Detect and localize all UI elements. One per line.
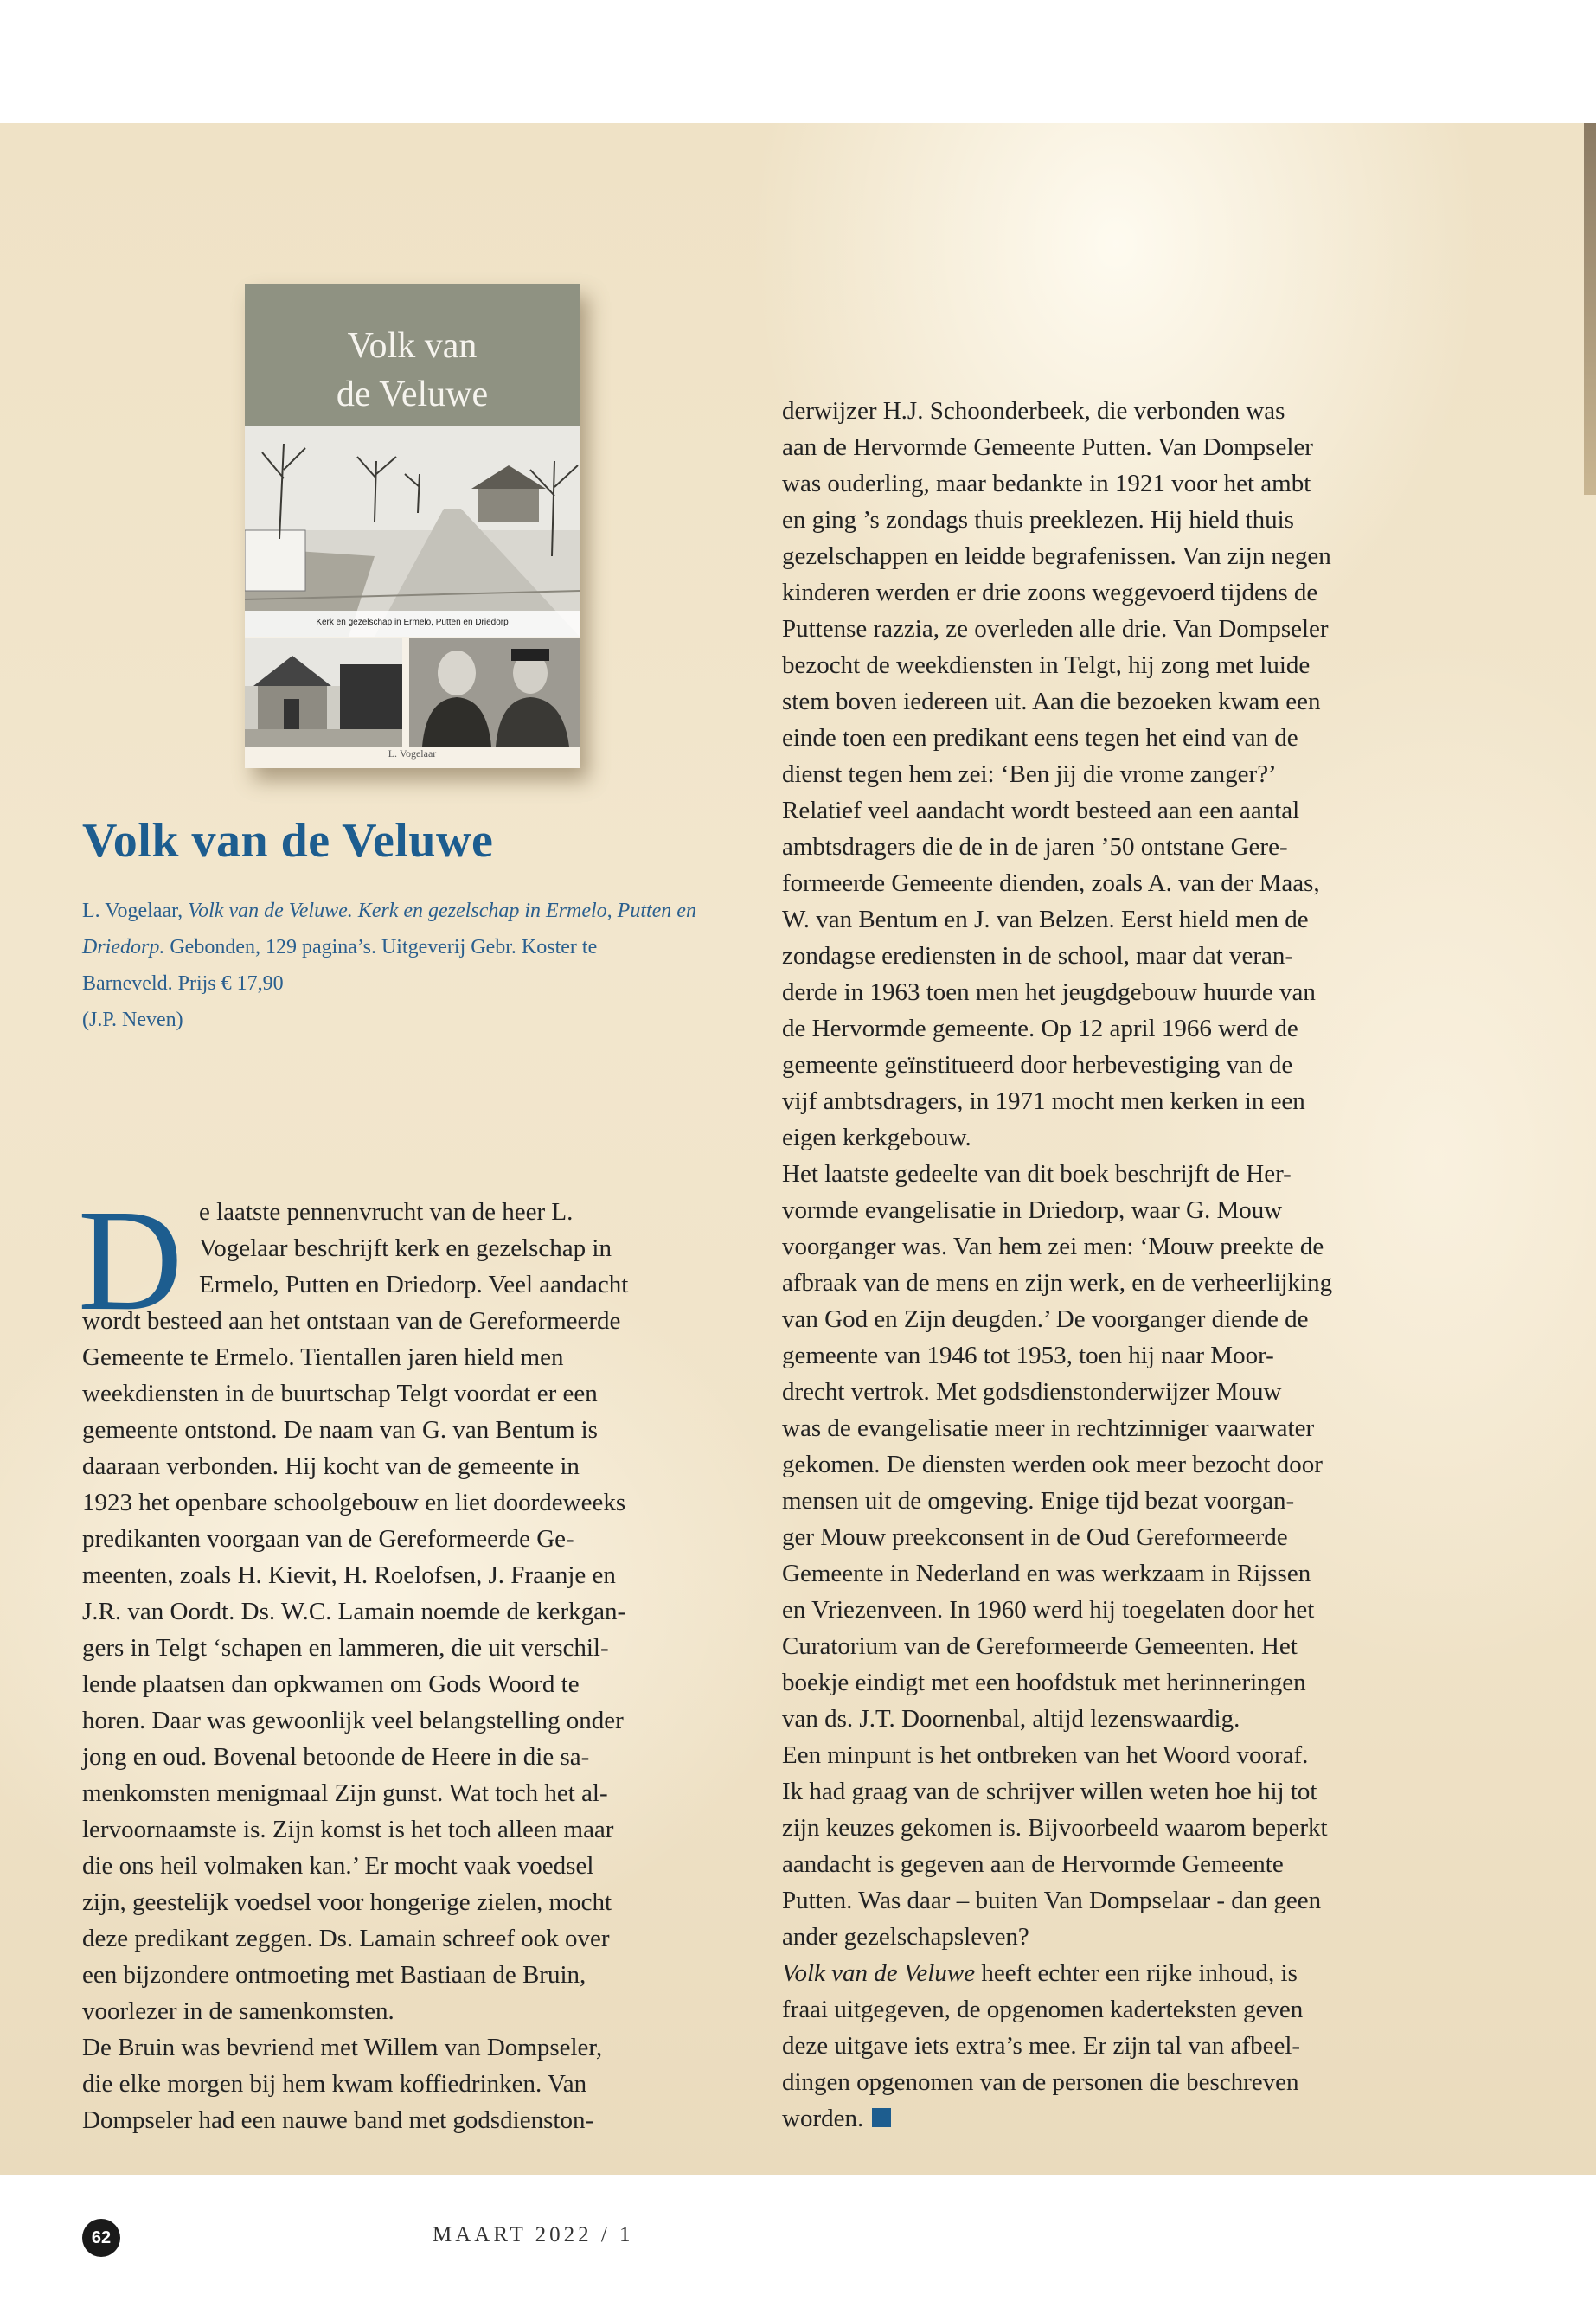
book-details-line2: Barneveld. Prijs € 17,90 [82, 972, 284, 995]
body-line: weekdiensten in de buurtschap Telgt voordat er een [82, 1380, 598, 1407]
body-line: ander gezelschapsleven? [782, 1923, 1029, 1951]
body-line: formeerde Gemeente dienden, zoals A. van der Maas, [782, 869, 1320, 897]
body-line: lende plaatsen dan opkwamen om Gods Woord te [82, 1670, 580, 1698]
body-line: die elke morgen bij hem kwam koffiedrinken. Van [82, 2070, 587, 2098]
page-edge-shadow [1584, 123, 1596, 495]
body-line: afbraak van de mens en zijn werk, en de verheerlijking [782, 1269, 1333, 1297]
body-line: dienst tegen hem zei: ‘Ben jij die vrome zanger?’ [782, 760, 1277, 788]
closing-book-title: Volk van de Veluwe [782, 1959, 976, 1987]
body-line: was ouderling, maar bedankte in 1921 voor het ambt [782, 470, 1311, 497]
cover-subtitle: Kerk en gezelschap in Ermelo, Putten en Driedorp [316, 618, 509, 627]
body-line: bezocht de weekdiensten in Telgt, hij zong met luide [782, 651, 1311, 679]
body-column-left [82, 1194, 748, 2138]
body-line: Vogelaar beschrijft kerk en gezelschap in [199, 1234, 612, 1262]
book-details-text: Gebonden, 129 pagina’s. Uitgeverij Gebr. Koster te [170, 936, 598, 958]
body-line: Het laatste gedeelte van dit boek beschrijft de Her- [782, 1160, 1292, 1188]
body-line: zondagse erediensten in de school, maar dat veran- [782, 942, 1294, 970]
cover-photo-portrait [409, 638, 580, 747]
body-line: Curatorium van de Gereformeerde Gemeenten. Het [782, 1632, 1298, 1660]
body-line: Puttense razzia, ze overleden alle drie. Van Dompseler [782, 615, 1329, 643]
body-column-right [782, 393, 1457, 2137]
cover-author: L. Vogelaar [388, 747, 437, 760]
magazine-page [0, 123, 1596, 2247]
body-line: ger Mouw preekconsent in de Oud Gereformeerde [782, 1523, 1288, 1551]
body-line: gemeente van 1946 tot 1953, toen hij naar Moor- [782, 1342, 1274, 1369]
body-line: en Vriezenveen. In 1960 werd hij toegelaten door het [782, 1596, 1315, 1624]
body-line: daaraan verbonden. Hij kocht van de gemeente in [82, 1452, 580, 1480]
body-line: lervoornaamste is. Zijn komst is het toch alleen maar [82, 1816, 614, 1843]
body-line: was de evangelisatie meer in rechtzinniger vaarwater [782, 1414, 1315, 1442]
cover-photo-road [245, 426, 580, 637]
cover-title-line1: Volk van [347, 326, 478, 366]
book-details-line1 [82, 893, 740, 965]
body-line: voorlezer in de samenkomsten. [82, 1997, 394, 2025]
body-line: stem boven iedereen uit. Aan die bezoeken kwam een [782, 688, 1321, 715]
body-line: aan de Hervormde Gemeente Putten. Van Dompseler [782, 433, 1313, 461]
body-line: mensen uit de omgeving. Enige tijd bezat voorgan- [782, 1487, 1295, 1515]
body-line: ambtsdragers die de in de jaren ’50 ontstane Gere- [782, 833, 1288, 861]
page-number: 62 [82, 2219, 120, 2257]
reviewer: (J.P. Neven) [82, 1009, 183, 1031]
body-line: W. van Bentum en J. van Belzen. Eerst hield men de [782, 906, 1309, 933]
cover-photo-school [245, 638, 402, 747]
body-line: Putten. Was daar – buiten Van Dompselaar - dan geen [782, 1887, 1322, 1914]
closing-text: dingen opgenomen van de personen die beschreven [782, 2068, 1299, 2096]
body-line: derwijzer H.J. Schoonderbeek, die verbonden was [782, 397, 1285, 425]
cover-title [245, 322, 580, 419]
body-line: Gemeente in Nederland en was werkzaam in Rijssen [782, 1560, 1311, 1587]
closing-line [782, 2028, 1457, 2064]
body-line: jong en oud. Bovenal betoonde de Heere in die sa- [82, 1743, 590, 1771]
body-line: e laatste pennenvrucht van de heer L. [199, 1198, 574, 1226]
body-line: drecht vertrok. Met godsdienstonderwijzer Mouw [782, 1378, 1282, 1406]
body-line: aandacht is gegeven aan de Hervormde Gemeente [782, 1850, 1284, 1878]
body-line: meenten, zoals H. Kievit, H. Roelofsen, J. Fraanje en [82, 1561, 616, 1589]
article-headline: Volk van de Veluwe [82, 814, 494, 868]
body-line: gemeente geïnstitueerd door herbevestiging van de [782, 1051, 1293, 1079]
body-line: Gemeente te Ermelo. Tientallen jaren hield men [82, 1343, 564, 1371]
body-line: 1923 het openbare schoolgebouw en liet doordeweeks [82, 1489, 626, 1516]
body-line: J.R. van Oordt. Ds. W.C. Lamain noemde de kerkgan- [82, 1598, 626, 1625]
body-line: zijn, geestelijk voedsel voor hongerige zielen, mocht [82, 1888, 612, 1916]
issue-label: MAART 2022 / 1 [433, 2223, 634, 2247]
body-line: predikanten voorgaan van de Gereformeerde Ge- [82, 1525, 574, 1553]
body-line: gekomen. De diensten werden ook meer bezocht door [782, 1451, 1323, 1478]
body-line: Ermelo, Putten en Driedorp. Veel aandacht [199, 1271, 629, 1298]
body-line: Ik had graag van de schrijver willen weten hoe hij tot [782, 1778, 1317, 1805]
book-author: L. Vogelaar, [82, 900, 183, 922]
body-line: van God en Zijn deugden.’ De voorganger diende de [782, 1305, 1309, 1333]
closing-line [782, 2064, 1457, 2100]
body-line: van ds. J.T. Doornenbal, altijd lezenswaardig. [782, 1705, 1240, 1733]
cover-title-line2: de Veluwe [336, 375, 489, 414]
body-line: derde in 1963 toen men het jeugdgebouw huurde van [782, 978, 1316, 1006]
body-line: boekje eindigt met een hoofdstuk met herinneringen [782, 1669, 1306, 1696]
closing-text: worden. [782, 2105, 864, 2132]
body-line: een bijzondere ontmoeting met Bastiaan de Bruin, [82, 1961, 586, 1989]
body-line: vormde evangelisatie in Driedorp, waar G. Mouw [782, 1196, 1283, 1224]
body-line: De Bruin was bevriend met Willem van Dompseler, [82, 2034, 603, 2061]
body-line: Dompseler had een nauwe band met godsdienston- [82, 2106, 594, 2134]
book-cover [245, 284, 580, 768]
closing-line [782, 1955, 1457, 1991]
end-mark-icon [872, 2108, 891, 2127]
body-line: de Hervormde gemeente. Op 12 april 1966 werd de [782, 1015, 1298, 1042]
body-line: zijn keuzes gekomen is. Bijvoorbeeld waarom beperkt [782, 1814, 1328, 1842]
body-line: voorganger was. Van hem zei men: ‘Mouw preekte de [782, 1233, 1324, 1260]
book-title: Volk van de Veluwe. Kerk en gezelschap in Ermelo, Putten en Driedorp. [82, 900, 696, 958]
body-line: die ons heil volmaken kan.’ Er mocht vaak voedsel [82, 1852, 594, 1880]
body-line: menkomsten menigmaal Zijn gunst. Wat toch het al- [82, 1779, 608, 1807]
body-line: gezelschappen en leidde begrafenissen. Van zijn negen [782, 542, 1331, 570]
body-line: kinderen werden er drie zoons weggevoerd tijdens de [782, 579, 1318, 606]
body-line: einde toen een predikant eens tegen het eind van de [782, 724, 1298, 752]
drop-cap: D [78, 1180, 183, 1341]
book-details [82, 893, 740, 1038]
closing-text: fraai uitgegeven, de opgenomen kaderteksten geven [782, 1996, 1304, 2023]
body-line: en ging ’s zondags thuis preeklezen. Hij hield thuis [782, 506, 1294, 534]
body-line: Relatief veel aandacht wordt besteed aan een aantal [782, 797, 1300, 824]
body-line: Een minpunt is het ontbreken van het Woord vooraf. [782, 1741, 1309, 1769]
body-line: gers in Telgt ‘schapen en lammeren, die uit verschil- [82, 1634, 609, 1662]
closing-text: heeft echter een rijke inhoud, is [975, 1959, 1298, 1987]
body-line: vijf ambtsdragers, in 1971 mocht men kerken in een [782, 1087, 1305, 1115]
closing-line [782, 1991, 1457, 2028]
body-line: wordt besteed aan het ontstaan van de Gereformeerde [82, 1307, 621, 1335]
body-line: horen. Daar was gewoonlijk veel belangstelling onder [82, 1707, 624, 1734]
body-line: deze predikant zeggen. Ds. Lamain schreef ook over [82, 1925, 610, 1952]
body-line: gemeente ontstond. De naam van G. van Bentum is [82, 1416, 598, 1444]
closing-line [782, 2100, 1457, 2137]
closing-text: deze uitgave iets extra’s mee. Er zijn tal van afbeel- [782, 2032, 1301, 2060]
body-line: eigen kerkgebouw. [782, 1124, 971, 1151]
